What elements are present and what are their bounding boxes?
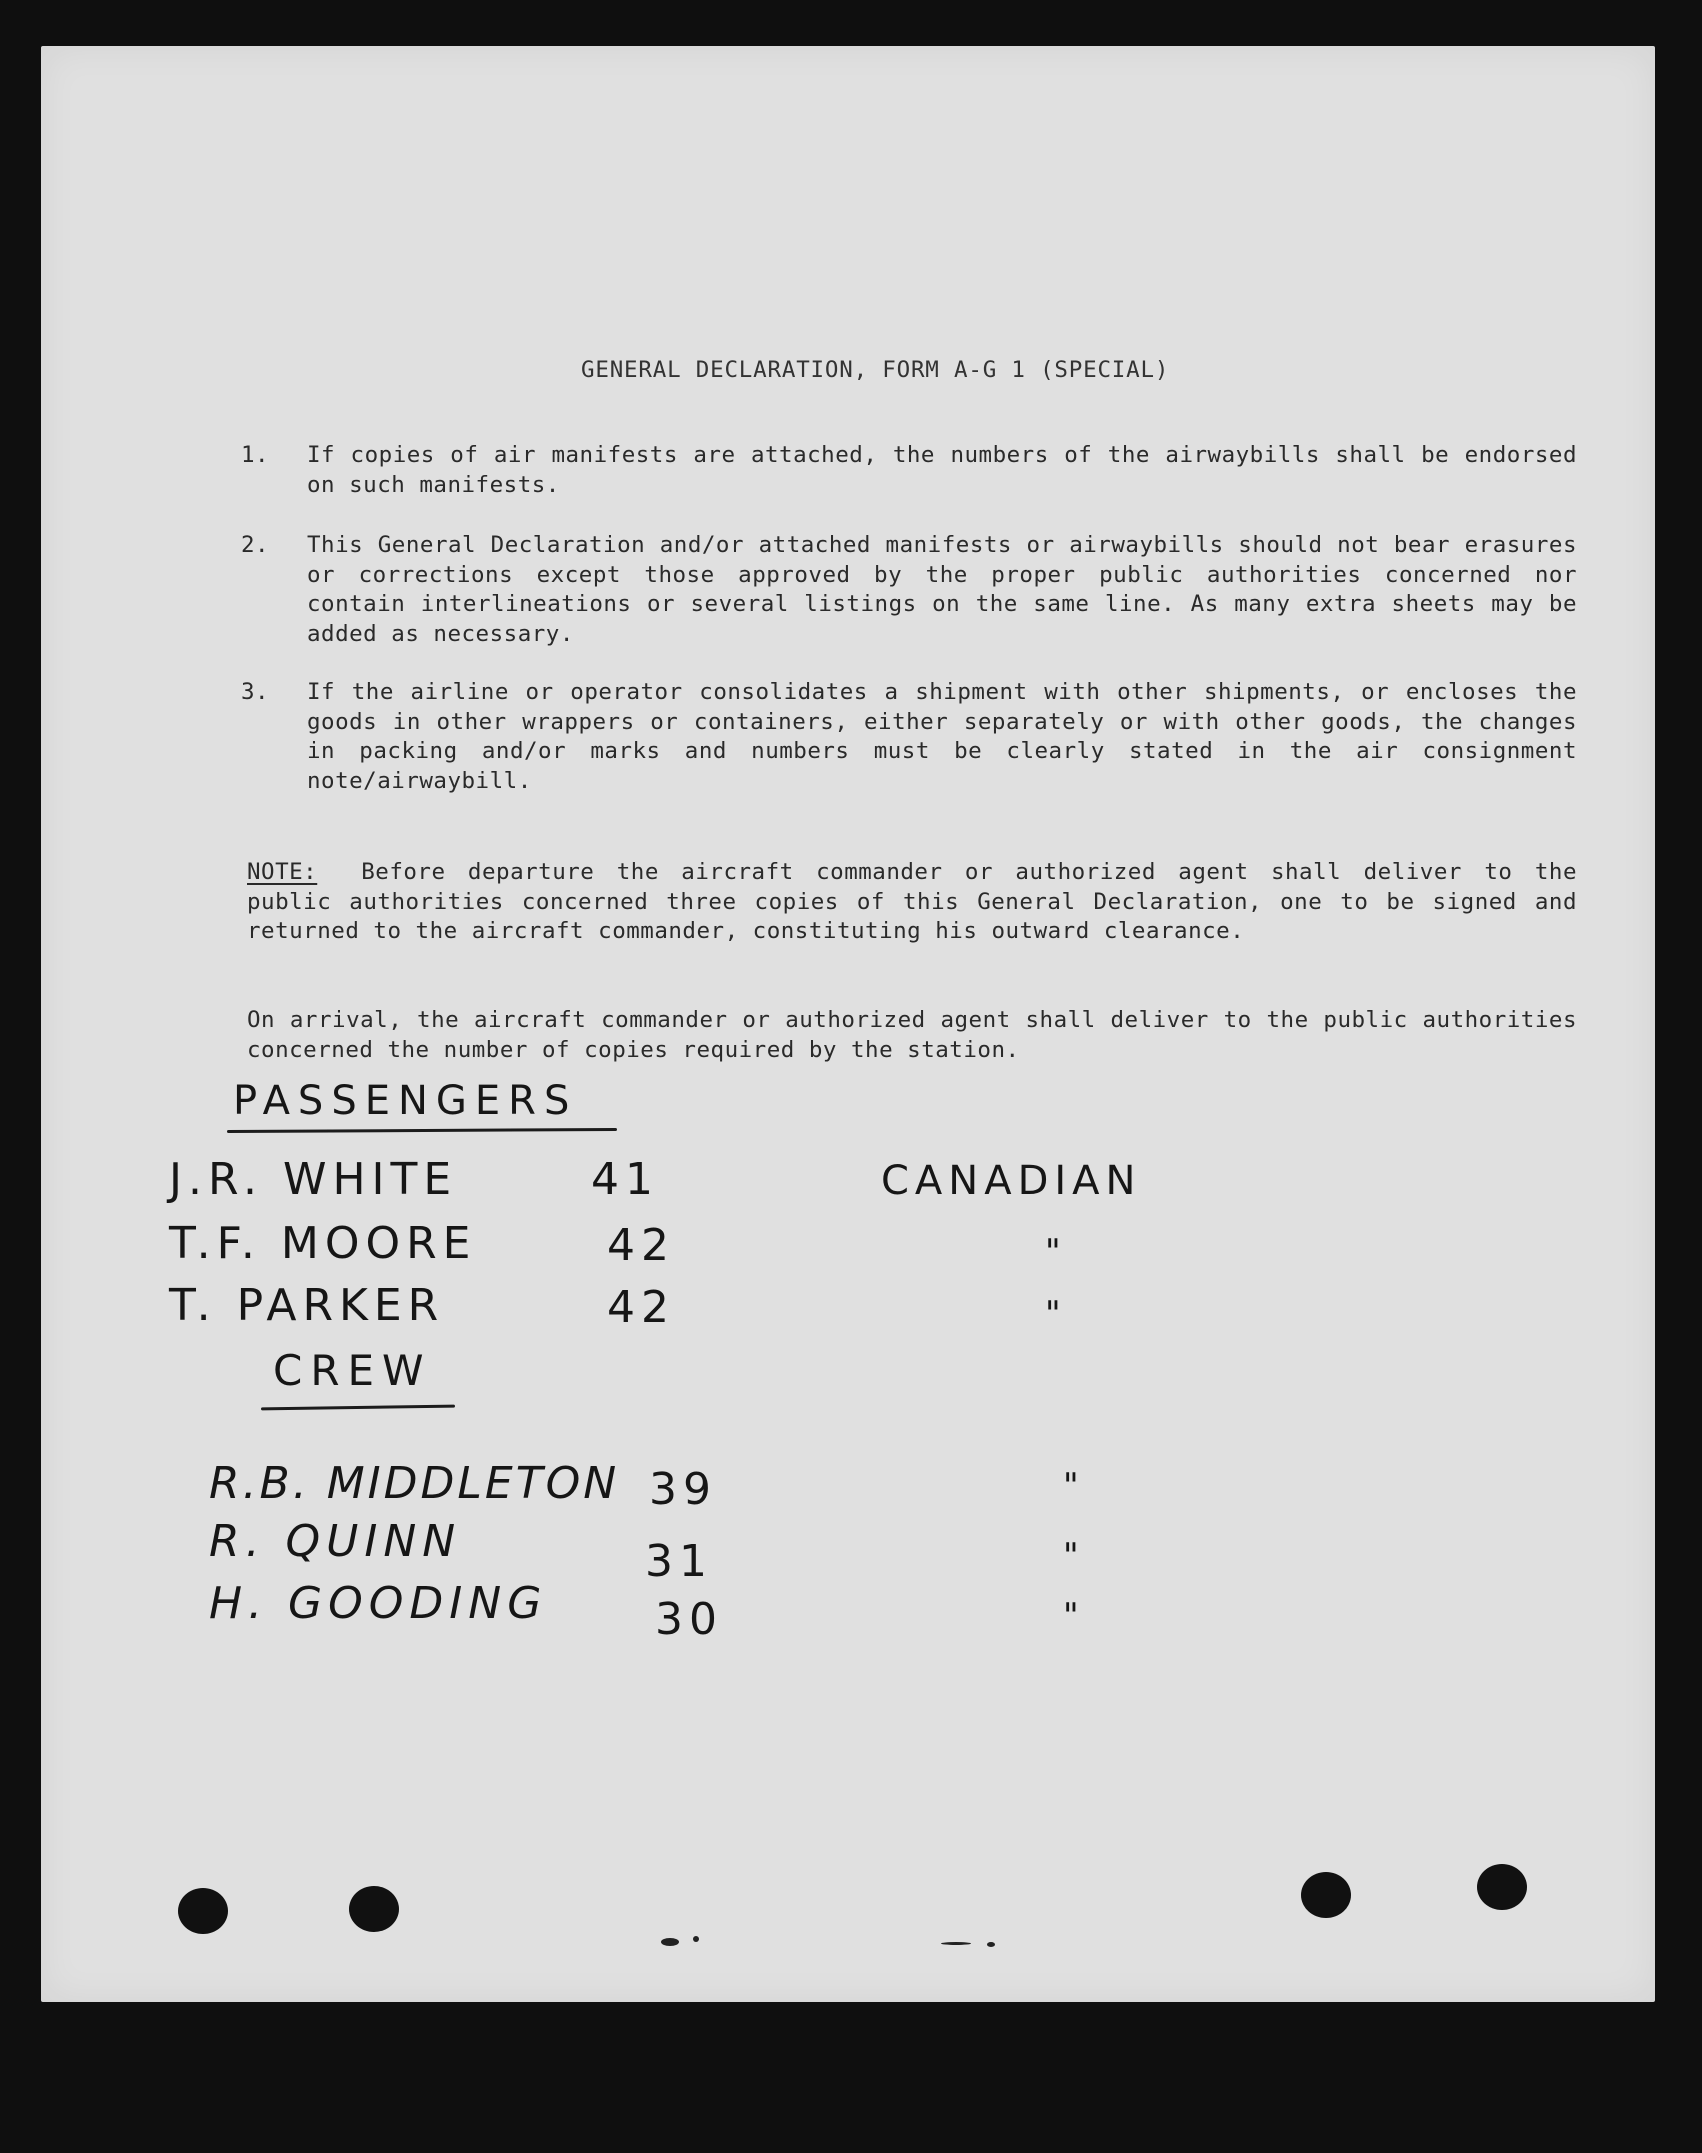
ink-speck xyxy=(693,1936,699,1942)
passenger-nationality-ditto: " xyxy=(1045,1232,1061,1272)
punch-hole xyxy=(349,1886,399,1932)
note-paragraph xyxy=(247,858,1577,947)
instruction-number: 1. xyxy=(241,442,270,468)
crew-name: R. QUINN xyxy=(209,1516,462,1567)
passenger-age: 42 xyxy=(607,1220,675,1271)
passenger-age: 41 xyxy=(591,1154,659,1205)
passengers-underline xyxy=(227,1128,617,1133)
crew-age: 39 xyxy=(649,1464,717,1515)
crew-age: 31 xyxy=(645,1536,713,1587)
crew-nationality-ditto: " xyxy=(1063,1466,1079,1506)
form-title: GENERAL DECLARATION, FORM A-G 1 (SPECIAL) xyxy=(581,357,1170,383)
instruction-text: If copies of air manifests are attached, the numbers of the airwaybills shall be endorsed on such manifests. xyxy=(307,442,1577,498)
ink-speck xyxy=(987,1942,995,1947)
passengers-heading: PASSENGERS xyxy=(233,1078,578,1124)
crew-heading: CREW xyxy=(273,1346,432,1395)
note-label: NOTE: xyxy=(247,859,318,885)
note-text: Before departure the aircraft commander or authorized agent shall deliver to the public authorities concerned three copies of this General Declaration, one to be signed and returned to the aircraft commander, constituting his outward clearance. xyxy=(247,859,1577,944)
instruction-number: 3. xyxy=(241,679,270,705)
passenger-age: 42 xyxy=(607,1282,675,1333)
passenger-nationality: CANADIAN xyxy=(881,1158,1142,1204)
document-page xyxy=(41,46,1655,2002)
crew-age: 30 xyxy=(655,1594,723,1645)
passenger-name: T. PARKER xyxy=(169,1280,445,1331)
crew-name: H. GOODING xyxy=(209,1578,548,1629)
crew-nationality-ditto: " xyxy=(1063,1596,1079,1636)
ink-speck xyxy=(941,1942,971,1945)
crew-name: R.B. MIDDLETON xyxy=(209,1458,620,1509)
crew-underline xyxy=(261,1405,455,1411)
punch-hole xyxy=(1301,1872,1351,1918)
crew-nationality-ditto: " xyxy=(1063,1536,1079,1576)
passenger-name: J.R. WHITE xyxy=(169,1154,458,1205)
instruction-number: 2. xyxy=(241,532,270,558)
passenger-nationality-ditto: " xyxy=(1045,1294,1061,1334)
punch-hole xyxy=(178,1888,228,1934)
passenger-name: T.F. MOORE xyxy=(169,1218,477,1269)
instruction-text: This General Declaration and/or attached manifests or airwaybills should not bear erasures or corrections except those approved by the proper public authorities concerned nor contain interlineations or several listings on the same line. As many extra sheets may be added as necessary. xyxy=(307,532,1577,647)
arrival-paragraph: On arrival, the aircraft commander or authorized agent shall deliver to the public authorities concerned the number of copies required by the station. xyxy=(247,1007,1577,1063)
punch-hole xyxy=(1477,1864,1527,1910)
instruction-text: If the airline or operator consolidates a shipment with other shipments, or encloses the goods in other wrappers or containers, either separately or with other goods, the changes in packing and/or marks and numbers must be clearly stated in the air consignment note/airwaybill. xyxy=(307,679,1577,794)
ink-speck xyxy=(661,1938,679,1946)
